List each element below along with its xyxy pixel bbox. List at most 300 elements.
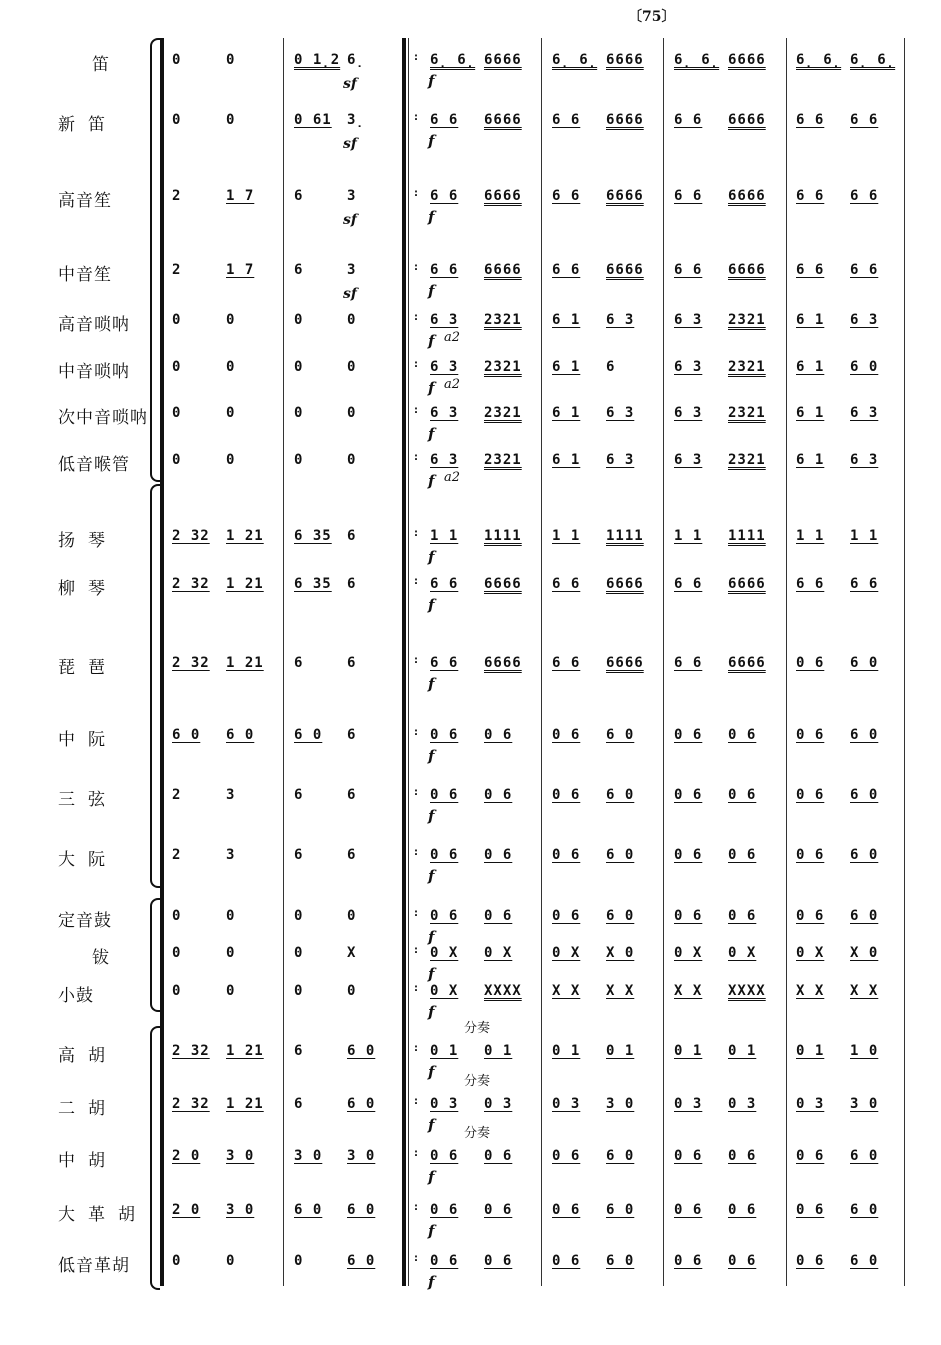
note-cell: 0 6 — [674, 787, 703, 803]
note-cell: 0 — [294, 312, 304, 328]
repeat-dots: : — [414, 1202, 418, 1213]
repeat-dots: : — [414, 908, 418, 919]
repeat-dots: : — [414, 945, 418, 956]
note-cell: 0 6 — [728, 1253, 757, 1269]
note-cell: 2 — [172, 787, 182, 803]
note-cell: 2321 — [484, 359, 522, 375]
note-cell: 2321 — [728, 405, 766, 421]
note-cell: 6 0 — [850, 727, 879, 743]
note-cell: 0 — [226, 52, 236, 68]
instrument-name-cizhongyinsuona: 次中音唢呐 — [58, 408, 148, 428]
note-cell: 1 21 — [226, 1096, 264, 1112]
note-cell: 6666 — [484, 262, 522, 278]
note-cell: 0 3 — [430, 1096, 459, 1112]
note-cell: 6̣ 6̣ — [552, 52, 598, 68]
note-cell: 1 21 — [226, 655, 264, 671]
note-cell: 6 6 — [674, 262, 703, 278]
note-cell: 6 6 — [674, 576, 703, 592]
note-cell: 3 0 — [850, 1096, 879, 1112]
note-cell: 0 — [172, 405, 182, 421]
note-cell: 0 1 — [430, 1043, 459, 1059]
note-cell: 1 1 — [552, 528, 581, 544]
note-cell: 6666 — [728, 655, 766, 671]
barline-4 — [541, 38, 542, 1286]
a2-mark: a2 — [444, 330, 461, 345]
note-cell: 6666 — [484, 52, 522, 68]
note-cell: 0 6 — [484, 1253, 513, 1269]
note-cell: 0 6 — [796, 847, 825, 863]
note-cell: 0 — [172, 983, 182, 999]
repeat-dots: : — [414, 188, 418, 199]
note-cell: 2321 — [728, 452, 766, 468]
note-cell: 1 7 — [226, 262, 255, 278]
note-cell: 3 0 — [606, 1096, 635, 1112]
note-cell: 2 0 — [172, 1148, 201, 1164]
note-cell: 0 3 — [674, 1096, 703, 1112]
note-cell: 0 6 — [552, 1253, 581, 1269]
note-cell: 6 0 — [850, 847, 879, 863]
note-cell: 0 — [294, 1253, 304, 1269]
note-cell: 2321 — [728, 312, 766, 328]
note-cell: 6 6 — [552, 112, 581, 128]
note-cell: 6 0 — [347, 1253, 376, 1269]
dynamic-forte: f — [428, 1116, 435, 1134]
note-cell: 3 0 — [347, 1148, 376, 1164]
note-cell: 0 X — [552, 945, 581, 961]
note-cell: 6 35 — [294, 528, 332, 544]
barline-2 — [283, 38, 284, 1286]
note-cell: 0 — [172, 452, 182, 468]
plucked-brace — [150, 484, 160, 888]
note-cell: 2321 — [484, 312, 522, 328]
note-cell: 6 — [294, 787, 304, 803]
note-cell: 1 1 — [674, 528, 703, 544]
note-cell: 6̣ 6̣ — [796, 52, 842, 68]
note-cell: XXXX — [728, 983, 766, 999]
note-cell: 6 6 — [674, 112, 703, 128]
note-cell: 6 — [606, 359, 616, 375]
note-cell: 6 6 — [796, 576, 825, 592]
note-cell: 6 0 — [850, 1202, 879, 1218]
note-cell: 6 1 — [796, 359, 825, 375]
note-cell: 6 3 — [606, 405, 635, 421]
repeat-dots: : — [414, 262, 418, 273]
note-cell: 0 — [294, 983, 304, 999]
note-cell: 0 6 — [796, 1148, 825, 1164]
note-cell: 0 — [226, 405, 236, 421]
note-cell: 0 — [294, 405, 304, 421]
a2-mark: a2 — [444, 377, 461, 392]
dynamic-forte: f — [428, 282, 435, 300]
note-cell: 6 — [347, 727, 357, 743]
divisi-mark: 分奏 — [464, 1074, 491, 1089]
bowed-brace — [150, 1026, 160, 1290]
note-cell: XXXX — [484, 983, 522, 999]
note-cell: 0 6 — [674, 847, 703, 863]
note-cell: 6 6 — [674, 655, 703, 671]
note-cell: 0 6 — [728, 1148, 757, 1164]
dynamic-forte: f — [428, 596, 435, 614]
dynamic-forte: f — [428, 472, 435, 490]
note-cell: 6666 — [484, 576, 522, 592]
instrument-name-zhonghu: 中胡 — [58, 1151, 118, 1171]
note-cell: 2 32 — [172, 576, 210, 592]
note-cell: 0 61 — [294, 112, 332, 128]
note-cell: 6 0 — [606, 1202, 635, 1218]
note-cell: 0 6 — [484, 727, 513, 743]
note-cell: 6 6 — [430, 262, 459, 278]
repeat-dots: : — [414, 787, 418, 798]
note-cell: 3 — [226, 847, 236, 863]
note-cell: 6 0 — [850, 787, 879, 803]
note-cell: 6 0 — [347, 1096, 376, 1112]
note-cell: 0 — [294, 908, 304, 924]
note-cell: 3 — [226, 787, 236, 803]
dynamic-forte: f — [428, 1003, 435, 1021]
note-cell: 6 1 — [796, 452, 825, 468]
instrument-name-liuqin: 柳琴 — [58, 579, 118, 599]
note-cell: 0 6 — [484, 1202, 513, 1218]
dynamic-sforzando: sf — [343, 286, 357, 302]
note-cell: 0 — [226, 452, 236, 468]
note-cell: 6 0 — [606, 1253, 635, 1269]
note-cell: 6 0 — [606, 908, 635, 924]
instrument-name-gaohu: 高胡 — [58, 1046, 118, 1066]
note-cell: 6 6 — [430, 188, 459, 204]
note-cell: 6 0 — [606, 787, 635, 803]
note-cell: 0 X — [484, 945, 513, 961]
dynamic-sforzando: sf — [343, 212, 357, 228]
winds-brace — [150, 38, 160, 482]
note-cell: 0 6 — [552, 1202, 581, 1218]
instrument-name-daruan: 大阮 — [58, 850, 118, 870]
note-cell: X 0 — [850, 945, 879, 961]
note-cell: 0 — [226, 945, 236, 961]
note-cell: 6̣ 6̣ — [430, 52, 476, 68]
note-cell: 2 32 — [172, 1043, 210, 1059]
note-cell: 0 3 — [796, 1096, 825, 1112]
note-cell: 0 6 — [728, 847, 757, 863]
instrument-name-di: 笛 — [92, 55, 122, 75]
note-cell: 0 6 — [430, 1253, 459, 1269]
note-cell: 0 1 — [552, 1043, 581, 1059]
note-cell: 0 3 — [552, 1096, 581, 1112]
note-cell: 0 — [347, 452, 357, 468]
note-cell: 6 1 — [552, 405, 581, 421]
note-cell: 6 — [347, 847, 357, 863]
note-cell: 6 0 — [850, 655, 879, 671]
note-cell: 6666 — [484, 112, 522, 128]
note-cell: 0 6 — [674, 727, 703, 743]
system-bracket — [160, 38, 164, 1286]
note-cell: 0 6 — [552, 1148, 581, 1164]
dynamic-forte: f — [428, 379, 435, 397]
note-cell: 0 6 — [430, 1148, 459, 1164]
note-cell: 1111 — [484, 528, 522, 544]
note-cell: 6666 — [606, 576, 644, 592]
dynamic-forte: f — [428, 867, 435, 885]
repeat-dots: : — [414, 1148, 418, 1159]
note-cell: 1 1 — [430, 528, 459, 544]
note-cell: 0 6 — [484, 908, 513, 924]
note-cell: 6 6 — [430, 576, 459, 592]
note-cell: 0 6 — [674, 1148, 703, 1164]
note-cell: 3 0 — [226, 1202, 255, 1218]
instrument-name-dingyingu: 定音鼓 — [58, 911, 112, 931]
dynamic-forte: f — [428, 332, 435, 350]
dynamic-forte: f — [428, 208, 435, 226]
note-cell: 0 — [226, 983, 236, 999]
note-cell: 2 32 — [172, 1096, 210, 1112]
note-cell: 6 — [294, 188, 304, 204]
repeat-dots: : — [414, 52, 418, 63]
instrument-name-yangqin: 扬琴 — [58, 531, 118, 551]
instrument-name-ba: 钹 — [92, 948, 110, 968]
note-cell: 0 6 — [430, 1202, 459, 1218]
note-cell: 6 1 — [552, 359, 581, 375]
repeat-dots: : — [414, 528, 418, 539]
note-cell: 6 — [347, 576, 357, 592]
note-cell: 6 6 — [552, 262, 581, 278]
note-cell: 6 0 — [850, 359, 879, 375]
note-cell: 6 1 — [796, 312, 825, 328]
note-cell: 6 6 — [552, 576, 581, 592]
double-barline — [402, 38, 406, 1286]
dynamic-sforzando: sf — [343, 136, 357, 152]
note-cell: 6 6 — [796, 262, 825, 278]
note-cell: 0 3 — [728, 1096, 757, 1112]
note-cell: 0 — [294, 359, 304, 375]
note-cell: 0 6 — [796, 908, 825, 924]
note-cell: 6666 — [484, 188, 522, 204]
note-cell: 0 6 — [552, 908, 581, 924]
note-cell: 6̣ — [347, 52, 365, 68]
barline-6 — [786, 38, 787, 1286]
dynamic-forte: f — [428, 675, 435, 693]
note-cell: 0 6 — [728, 1202, 757, 1218]
instrument-name-zhongyinsuona: 中音唢呐 — [58, 362, 130, 382]
note-cell: 6 — [294, 655, 304, 671]
dynamic-forte: f — [428, 965, 435, 983]
note-cell: 0 6 — [552, 787, 581, 803]
note-cell: 0 — [226, 112, 236, 128]
dynamic-forte: f — [428, 548, 435, 566]
note-cell: 6666 — [606, 112, 644, 128]
note-cell: 0 6 — [552, 847, 581, 863]
repeat-dots: : — [414, 359, 418, 370]
note-cell: 2 — [172, 847, 182, 863]
note-cell: 6 35 — [294, 576, 332, 592]
note-cell: 2321 — [484, 452, 522, 468]
note-cell: 6 0 — [347, 1043, 376, 1059]
note-cell: 0 1 — [606, 1043, 635, 1059]
repeat-dots: : — [414, 983, 418, 994]
note-cell: 6 3 — [850, 452, 879, 468]
note-cell: 6 — [294, 1096, 304, 1112]
repeat-dots: : — [414, 576, 418, 587]
note-cell: 6 1 — [796, 405, 825, 421]
note-cell: 6 6 — [552, 188, 581, 204]
note-cell: 1111 — [606, 528, 644, 544]
divisi-mark: 分奏 — [464, 1021, 491, 1036]
note-cell: 0 6 — [430, 908, 459, 924]
note-cell: 6 6 — [552, 655, 581, 671]
note-cell: 0 6 — [796, 655, 825, 671]
note-cell: 6 3 — [430, 452, 459, 468]
note-cell: 0 — [172, 1253, 182, 1269]
note-cell: 3 — [347, 188, 357, 204]
note-cell: 6 6 — [430, 655, 459, 671]
note-cell: 0 — [226, 1253, 236, 1269]
note-cell: 0 6 — [430, 787, 459, 803]
instrument-name-gaoyinsheng: 高音笙 — [58, 191, 112, 211]
note-cell: 2321 — [728, 359, 766, 375]
note-cell: 6 0 — [606, 847, 635, 863]
note-cell: 0 6 — [552, 727, 581, 743]
note-cell: 0 — [294, 452, 304, 468]
note-cell: 0 1 — [796, 1043, 825, 1059]
repeat-dots: : — [414, 452, 418, 463]
double-barline-thin — [408, 38, 409, 1286]
dynamic-forte: f — [428, 1168, 435, 1186]
instrument-name-erhu: 二胡 — [58, 1099, 118, 1119]
dynamic-forte: f — [428, 928, 435, 946]
note-cell: 0 6 — [796, 787, 825, 803]
dynamic-forte: f — [428, 425, 435, 443]
note-cell: 6 0 — [172, 727, 201, 743]
note-cell: 6666 — [728, 576, 766, 592]
note-cell: 6 3 — [606, 452, 635, 468]
note-cell: 6 — [294, 262, 304, 278]
note-cell: X X — [552, 983, 581, 999]
note-cell: 6 — [347, 787, 357, 803]
note-cell: 6666 — [606, 262, 644, 278]
repeat-dots: : — [414, 312, 418, 323]
divisi-mark: 分奏 — [464, 1126, 491, 1141]
note-cell: 6666 — [728, 262, 766, 278]
note-cell: 6666 — [728, 112, 766, 128]
note-cell: 0 — [172, 945, 182, 961]
note-cell: 6 3 — [674, 312, 703, 328]
note-cell: 0 6 — [430, 727, 459, 743]
note-cell: 2 — [172, 262, 182, 278]
note-cell: 1111 — [728, 528, 766, 544]
note-cell: 0 — [226, 359, 236, 375]
note-cell: 0 6 — [674, 1202, 703, 1218]
instrument-name-dagehu: 大革胡 — [58, 1205, 148, 1225]
note-cell: 6 0 — [850, 1253, 879, 1269]
note-cell: 0 6 — [796, 727, 825, 743]
note-cell: 0 — [172, 908, 182, 924]
note-cell: 1 1 — [850, 528, 879, 544]
note-cell: 0 1 — [728, 1043, 757, 1059]
note-cell: 2321 — [484, 405, 522, 421]
note-cell: 0 — [347, 983, 357, 999]
note-cell: 0 6 — [796, 1253, 825, 1269]
note-cell: X X — [674, 983, 703, 999]
repeat-dots: : — [414, 112, 418, 123]
note-cell: 0 — [226, 908, 236, 924]
note-cell: 6666 — [728, 52, 766, 68]
note-cell: 1 7 — [226, 188, 255, 204]
note-cell: 0 6 — [430, 847, 459, 863]
instrument-name-zhongruan: 中阮 — [58, 730, 118, 750]
note-cell: 3̣ — [347, 112, 365, 128]
rehearsal-mark: 〔75〕 — [628, 9, 676, 25]
a2-mark: a2 — [444, 470, 461, 485]
note-cell: 6 3 — [850, 312, 879, 328]
note-cell: 0 6 — [728, 727, 757, 743]
note-cell: 6 0 — [850, 908, 879, 924]
instrument-name-pipa: 琵琶 — [58, 658, 118, 678]
note-cell: 6 0 — [606, 1148, 635, 1164]
note-cell: 6666 — [606, 52, 644, 68]
repeat-dots: : — [414, 405, 418, 416]
note-cell: 6 3 — [606, 312, 635, 328]
note-cell: 6 — [294, 1043, 304, 1059]
dynamic-forte: f — [428, 132, 435, 150]
note-cell: 0 6 — [484, 847, 513, 863]
note-cell: 1 0 — [850, 1043, 879, 1059]
note-cell: 0 6 — [728, 787, 757, 803]
instrument-name-sanxian: 三弦 — [58, 790, 118, 810]
note-cell: X X — [796, 983, 825, 999]
note-cell: 6 0 — [226, 727, 255, 743]
note-cell: 3 — [347, 262, 357, 278]
repeat-dots: : — [414, 847, 418, 858]
repeat-dots: : — [414, 1253, 418, 1264]
note-cell: 6 3 — [674, 452, 703, 468]
note-cell: 6666 — [606, 655, 644, 671]
note-cell: 2 0 — [172, 1202, 201, 1218]
note-cell: 1 1 — [796, 528, 825, 544]
note-cell: 0 — [226, 312, 236, 328]
note-cell: 0 X — [674, 945, 703, 961]
note-cell: 0 1 — [674, 1043, 703, 1059]
note-cell: 6666 — [728, 188, 766, 204]
note-cell: 0 1̣2 — [294, 52, 341, 68]
note-cell: 0 X — [430, 983, 459, 999]
note-cell: 0 — [347, 359, 357, 375]
instrument-name-zhongyinsheng: 中音笙 — [58, 265, 112, 285]
dynamic-sforzando: sf — [343, 76, 357, 92]
note-cell: 6 6 — [850, 112, 879, 128]
note-cell: 6 0 — [294, 1202, 323, 1218]
repeat-dots: : — [414, 1096, 418, 1107]
note-cell: 6̣ 6̣ — [850, 52, 896, 68]
note-cell: 2 — [172, 188, 182, 204]
note-cell: 0 — [347, 405, 357, 421]
note-cell: 0 6 — [796, 1202, 825, 1218]
note-cell: 0 — [347, 908, 357, 924]
note-cell: 0 1 — [484, 1043, 513, 1059]
note-cell: 6 6 — [850, 262, 879, 278]
dynamic-forte: f — [428, 1273, 435, 1291]
barline-5 — [663, 38, 664, 1286]
note-cell: 2 32 — [172, 655, 210, 671]
note-cell: 6 6 — [850, 188, 879, 204]
note-cell: 2 32 — [172, 528, 210, 544]
note-cell: 0 X — [728, 945, 757, 961]
note-cell: 6 3 — [430, 405, 459, 421]
note-cell: 6 — [294, 847, 304, 863]
note-cell: 0 X — [430, 945, 459, 961]
repeat-dots: : — [414, 655, 418, 666]
dynamic-forte: f — [428, 1222, 435, 1240]
note-cell: 6 6 — [796, 188, 825, 204]
note-cell: 6 — [347, 655, 357, 671]
note-cell: 0 6 — [674, 908, 703, 924]
